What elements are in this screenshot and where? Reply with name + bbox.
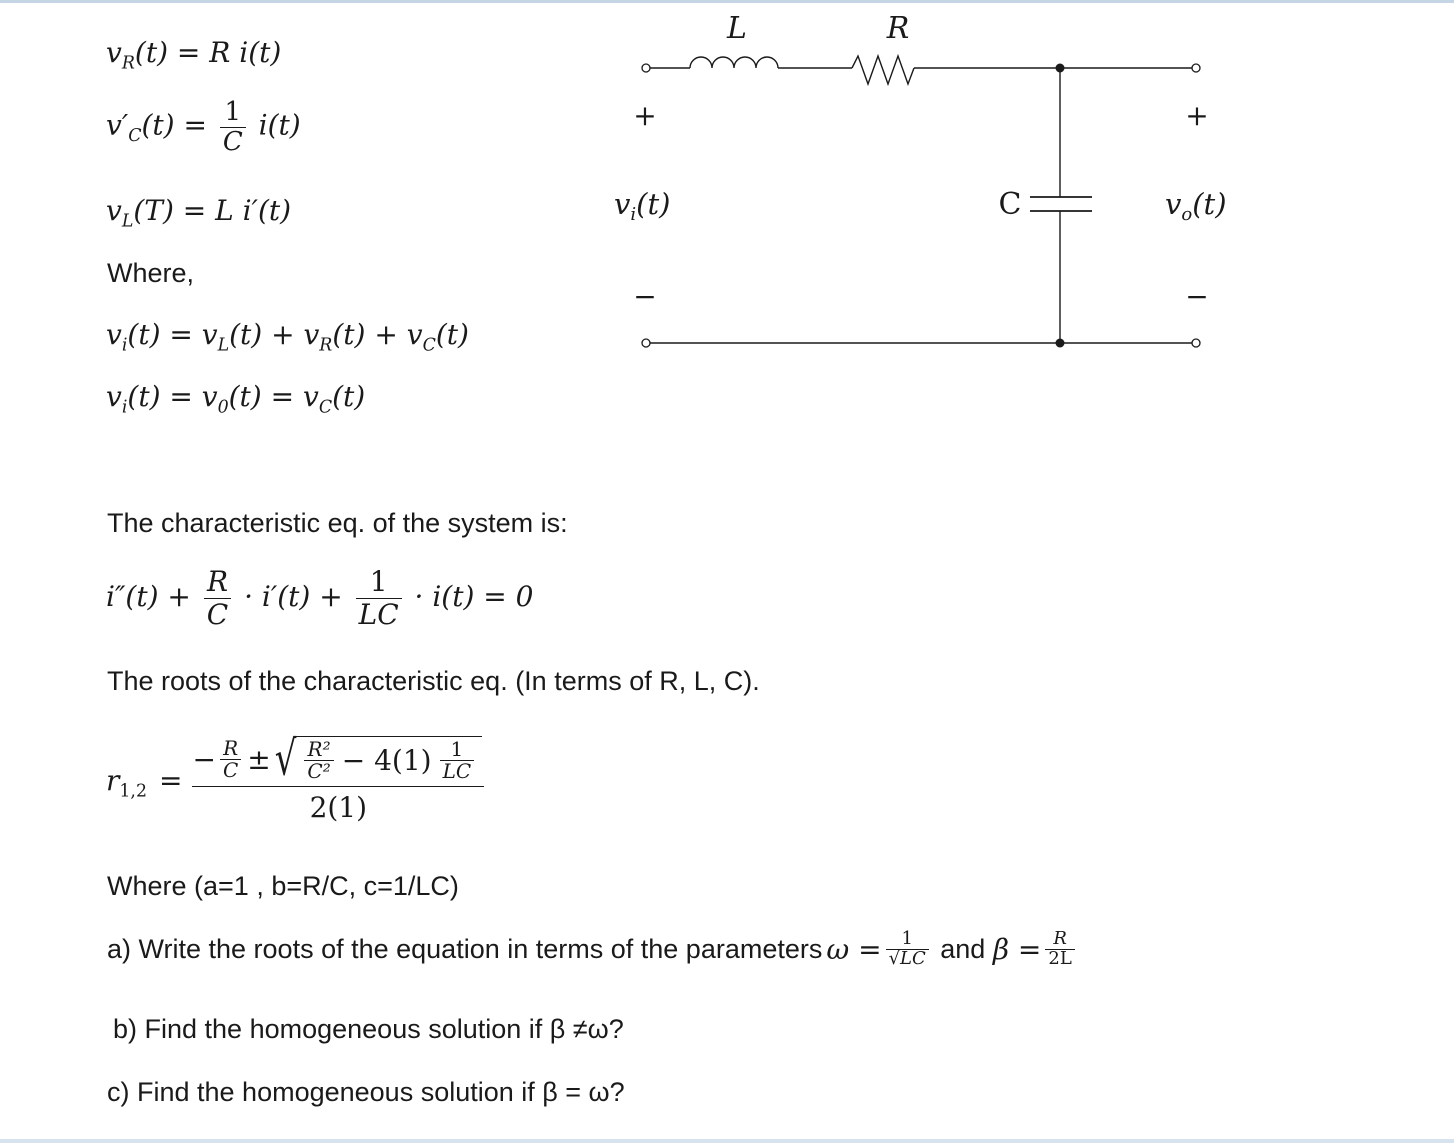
question-c: c) Find the homogeneous solution if β = ω? xyxy=(107,1077,625,1107)
roots-denominator: 2(1) xyxy=(192,786,484,824)
input-plus-sign: + xyxy=(633,99,657,132)
top-border xyxy=(0,0,1454,3)
eq-kvl xyxy=(106,318,469,356)
eq-vc-rhs: i(t) xyxy=(258,108,301,142)
resistor-label: R xyxy=(886,11,910,46)
roots-r2-frac: $\frac{\text{R²}}{\text{C²}}$ xyxy=(304,739,333,782)
inductor-label: L xyxy=(727,11,747,46)
coefficients-text: Where (a=1 , b=R/C, c=1/LC) xyxy=(107,871,459,901)
eq-vl-sub: L xyxy=(121,211,134,232)
eq-inductor xyxy=(106,194,292,232)
question-a xyxy=(107,930,1079,969)
question-a-omega: ω = xyxy=(826,932,882,966)
eq-vc-symbol: v′ xyxy=(106,108,129,142)
char-eq-term3: · i(t) = 0 xyxy=(414,580,534,614)
char-eq-intro: The characteristic eq. of the system is: xyxy=(107,508,568,538)
char-eq-term2: · i′(t) + xyxy=(244,580,343,614)
inductor-symbol xyxy=(690,57,778,68)
question-b: b) Find the homogeneous solution if β ≠ω? xyxy=(113,1014,624,1044)
char-eq xyxy=(106,566,533,631)
input-terminal-bottom xyxy=(642,339,650,347)
eq-output-text: $v_i(t) = v_0(t) = v_C(t)$ xyxy=(106,380,366,418)
roots-intro: The roots of the characteristic eq. (In terms of R, L, C). xyxy=(107,666,760,696)
eq-vl-rest: (T) = L i′(t) xyxy=(133,194,292,227)
eq-vc-frac-num: 1 xyxy=(224,97,242,127)
char-eq-frac2: $\frac{1}{LC}$ xyxy=(356,566,402,631)
eq-vr-symbol: v xyxy=(106,36,122,69)
input-terminal-top xyxy=(642,64,650,72)
eq-capacitor xyxy=(106,98,301,156)
eq-output xyxy=(106,380,366,418)
roots-b-frac: $\frac{R}{C}$ xyxy=(220,738,241,781)
eq-vr-sub: R xyxy=(121,53,135,74)
input-minus-sign: − xyxy=(633,280,657,313)
roots-fraction xyxy=(192,731,484,824)
rlc-circuit-diagram xyxy=(600,8,1260,368)
input-voltage-label: $v_i(t)$ xyxy=(614,187,671,225)
roots-lhs: $r_{1,2}$ xyxy=(106,763,147,802)
eq-vc-sub: C xyxy=(128,126,142,147)
question-a-beta: β = xyxy=(992,932,1042,966)
sqrt-radical-icon: √ xyxy=(274,731,297,787)
where-label: Where, xyxy=(107,258,195,288)
eq-vc-frac-den: C xyxy=(220,127,246,157)
output-plus-sign: + xyxy=(1185,99,1209,132)
eq-kvl-text: $v_i(t) = v_L(t) + v_R(t) + v_C(t)$ xyxy=(106,318,469,356)
eq-vc-mid: (t) = xyxy=(141,108,207,142)
eq-vr-rest: (t) = R i(t) xyxy=(134,36,282,69)
bottom-border xyxy=(0,1139,1454,1143)
eq-vl-symbol: v xyxy=(106,194,122,227)
roots-numerator: − $\frac{R}{C}$ ± √ $\frac{\text{R²}}{\text{C²}}$ − 4(1) $\frac{1}{LC}$ xyxy=(192,736,484,786)
roots-formula xyxy=(106,731,484,824)
char-eq-frac1: $\frac{R}{C}$ xyxy=(204,566,231,631)
junction-top xyxy=(1056,64,1065,73)
eq-resistor xyxy=(106,36,282,74)
capacitor-label: C xyxy=(998,187,1022,222)
question-a-text: a) Write the roots of the equation in terms of the parameters xyxy=(107,933,823,964)
output-terminal-top xyxy=(1192,64,1200,72)
question-a-beta-frac: $\frac{R}{2L}$ xyxy=(1045,930,1074,969)
output-minus-sign: − xyxy=(1185,280,1209,313)
eq-vc-fraction xyxy=(220,98,246,156)
junction-bottom xyxy=(1056,339,1065,348)
question-a-omega-frac: $\frac{1}{√LC}$ xyxy=(886,930,929,969)
question-a-and: and xyxy=(932,933,993,964)
roots-c-frac: $\frac{1}{LC}$ xyxy=(440,739,475,782)
output-voltage-label: $v_o(t)$ xyxy=(1165,187,1227,225)
resistor-symbol xyxy=(852,56,914,84)
char-eq-term1: i″(t) + xyxy=(106,580,191,614)
sqrt-radicand: $\frac{\text{R²}}{\text{C²}}$ − 4(1) $\frac{1}{LC}$ xyxy=(296,736,482,782)
roots-equals: = xyxy=(159,763,183,797)
output-terminal-bottom xyxy=(1192,339,1200,347)
